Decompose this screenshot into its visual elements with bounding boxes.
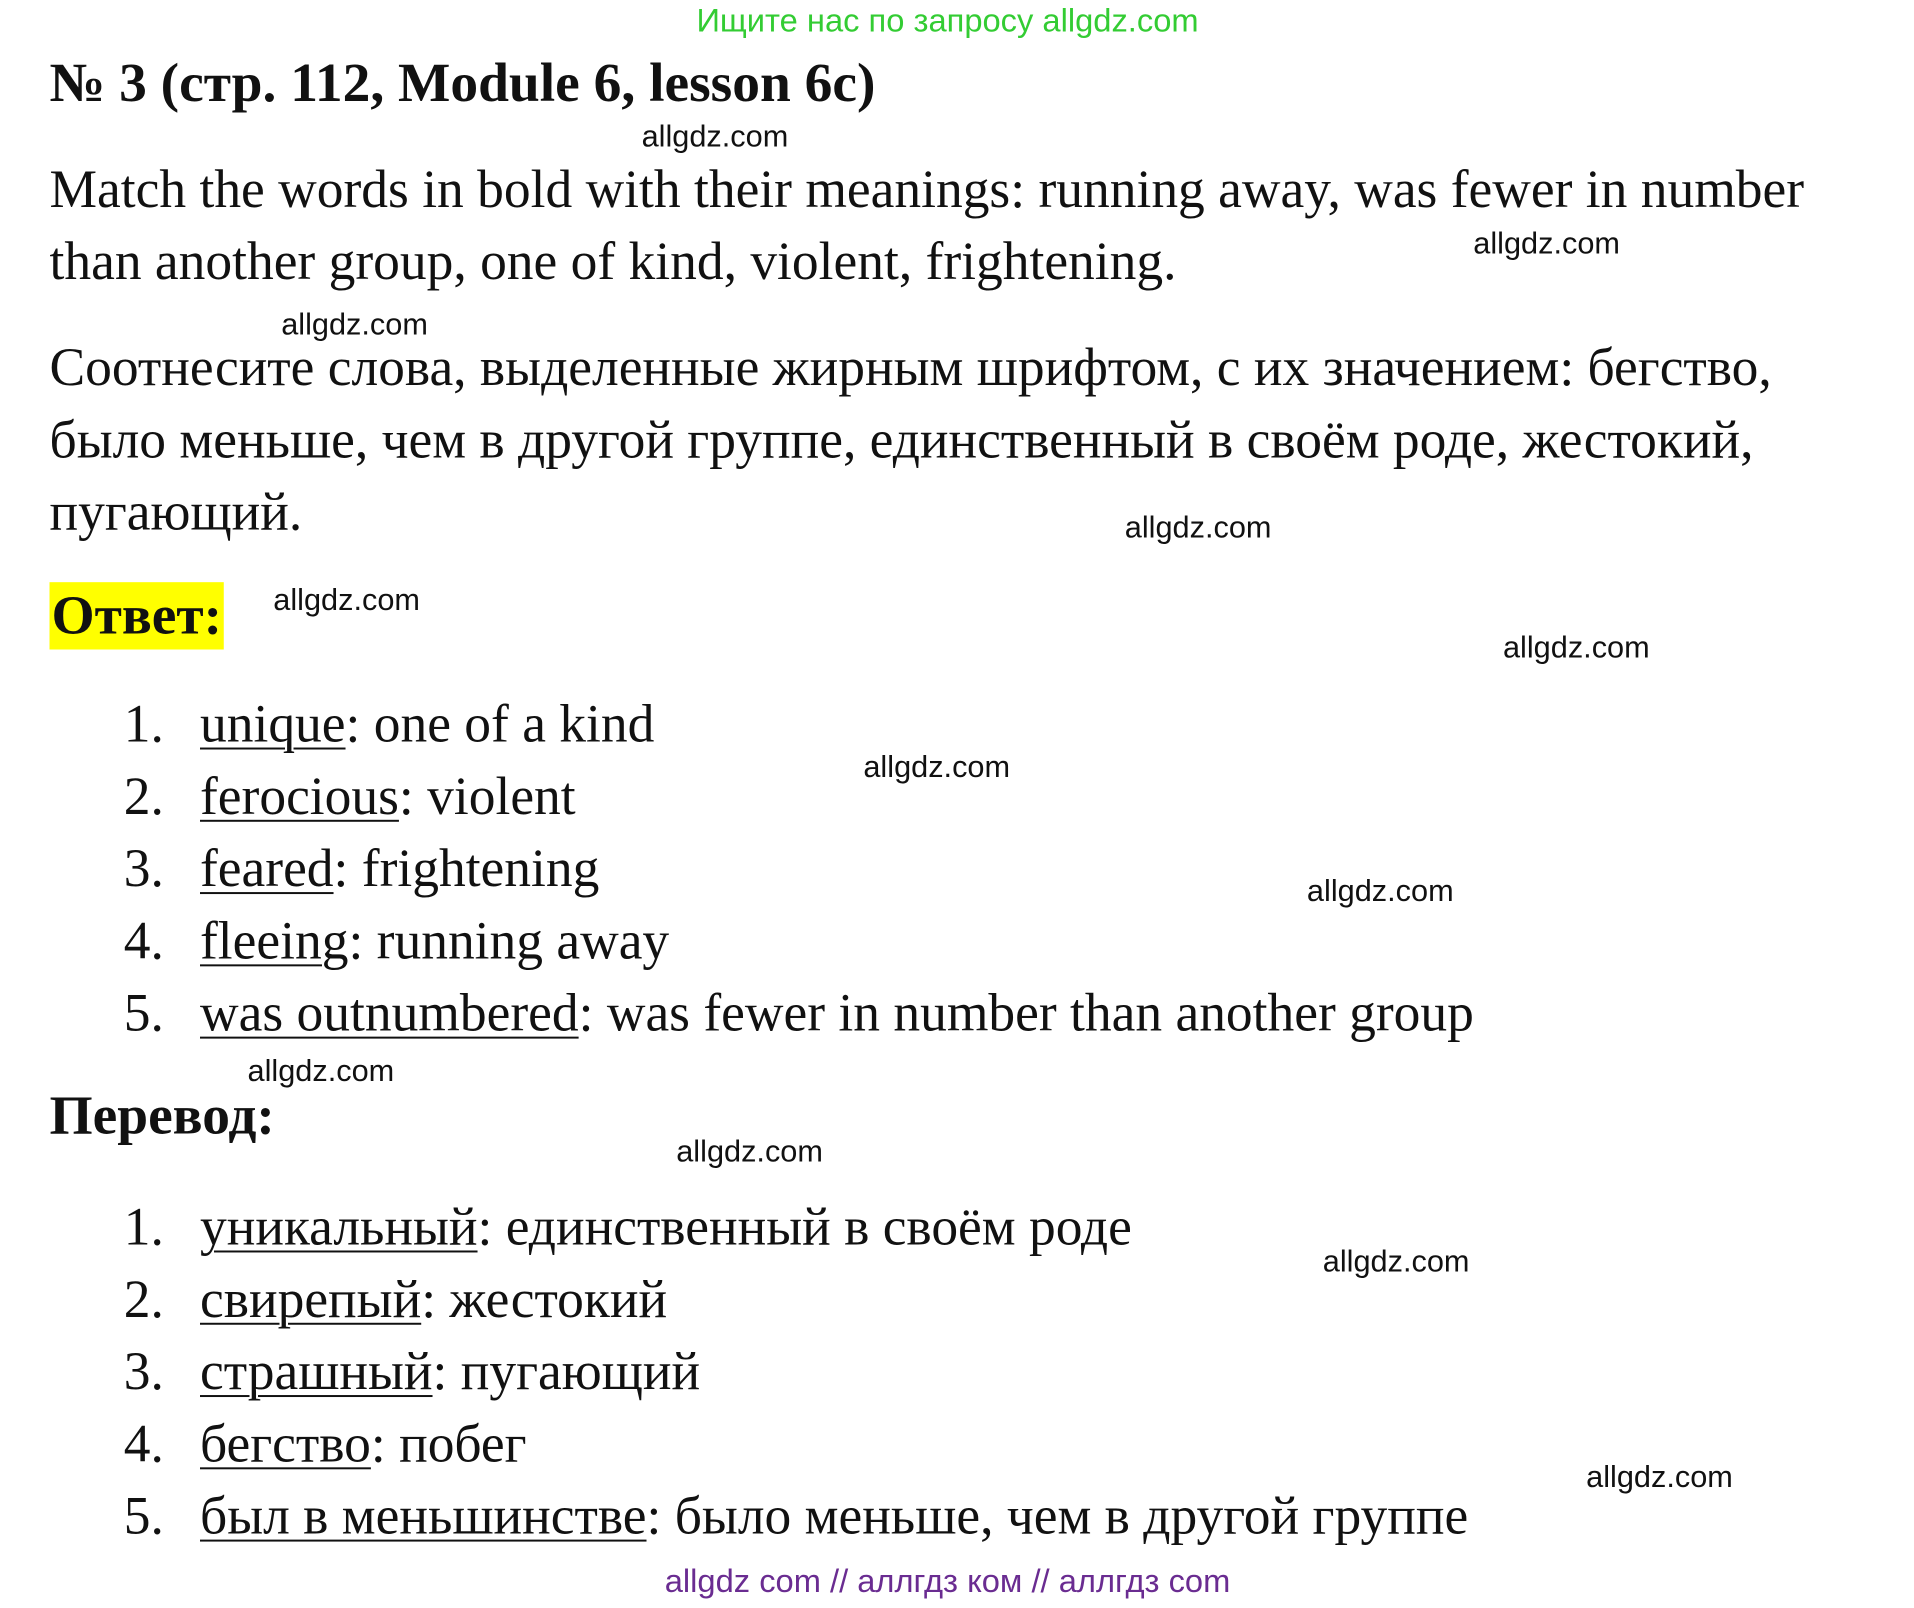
translation-meaning: : было меньше, чем в другой группе (646, 1486, 1469, 1546)
answer-term: unique (200, 694, 346, 754)
watermark: allgdz.com (273, 582, 420, 617)
instruction-ru: Соотнесите слова, выделенные жирным шрифтом, с их значением: бегство, было меньше, чем в другой группе, единственный в своём роде, жестокий, пугающий. (49, 337, 1772, 542)
item-number: 3. (123, 1341, 164, 1401)
watermark: allgdz.com (1586, 1459, 1733, 1495)
watermark: allgdz.com (1306, 873, 1454, 908)
translation-term: свирепый (200, 1269, 422, 1329)
task-title: № 3 (стр. 112, Module 6, lesson 6c) (49, 52, 876, 114)
watermark: allgdz.com (676, 1133, 823, 1169)
translation-term: бегство (200, 1413, 371, 1474)
watermark: allgdz.com (1124, 509, 1272, 545)
instruction-en: Match the words in bold with their meanings: running away, was fewer in number than another group, one of kind, violent, frightening. (49, 159, 1805, 292)
item-number: 1. (123, 694, 164, 754)
item-number: 4. (123, 1413, 164, 1474)
item-number: 2. (123, 1269, 164, 1329)
watermark: allgdz.com (1502, 629, 1650, 665)
answer-label: Ответ: (50, 582, 225, 649)
item-number: 2. (123, 766, 164, 826)
watermark: allgdz.com (281, 306, 428, 342)
watermark: allgdz.com (1322, 1243, 1470, 1279)
answer-meaning: : one of a kind (345, 694, 655, 754)
answer-term: ferocious (200, 766, 399, 826)
answer-term: fleeing (200, 910, 349, 971)
footer-watermark: allgdz com // аллгдз ком // аллгдз com (664, 1562, 1231, 1600)
top-banner: Ищите нас по запросу allgdz.com (696, 1, 1199, 39)
translation-term: уникальный (200, 1197, 478, 1257)
watermark: allgdz.com (641, 118, 789, 154)
watermark: allgdz.com (1473, 225, 1620, 261)
watermark: allgdz.com (247, 1053, 395, 1089)
answer-term: feared (200, 838, 334, 899)
translation-term: страшный (200, 1341, 433, 1401)
translation-term: был в меньшинстве (200, 1486, 647, 1546)
answer-term: was outnumbered (200, 983, 579, 1043)
item-number: 5. (123, 1486, 164, 1546)
answer-meaning: : frightening (333, 838, 600, 899)
translation-label: Перевод: (49, 1085, 275, 1147)
watermark: allgdz.com (863, 749, 1011, 785)
translation-meaning: : пугающий (432, 1341, 701, 1401)
answer-meaning: : running away (348, 910, 670, 971)
answer-meaning: : was fewer in number than another group (578, 983, 1474, 1043)
translation-meaning: : единственный в своём роде (477, 1197, 1132, 1257)
translation-meaning: : жестокий (421, 1269, 668, 1329)
translation-meaning: : побег (370, 1413, 527, 1474)
answer-meaning: : violent (398, 766, 576, 826)
item-number: 4. (123, 910, 164, 971)
item-number: 1. (123, 1197, 164, 1257)
item-number: 3. (123, 838, 164, 899)
item-number: 5. (123, 983, 164, 1043)
